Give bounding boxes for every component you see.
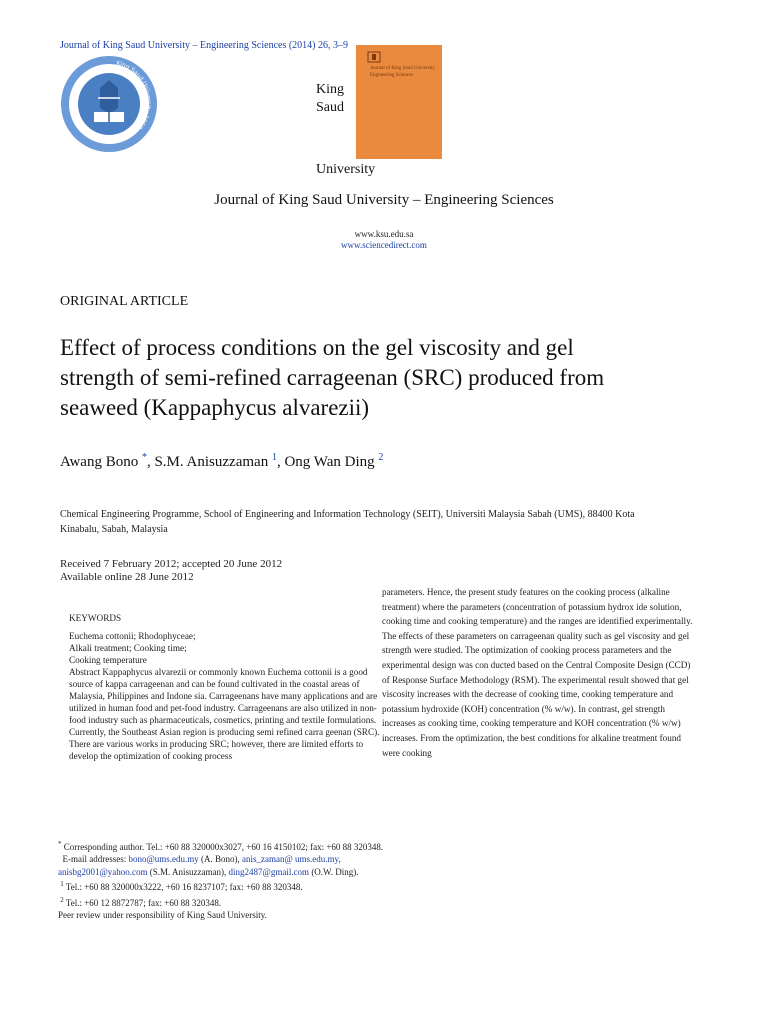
abstract-left-column xyxy=(69,612,381,762)
email-owner: (S.M. Anisuzzaman), xyxy=(149,866,227,877)
available-date: Available online 28 June 2012 xyxy=(60,571,194,583)
king-saud-university-logo xyxy=(58,48,160,160)
journal-title: Journal of King Saud University – Engineering Sciences xyxy=(214,192,554,208)
author-name: S.M. Anisuzzaman xyxy=(154,454,269,470)
email-link[interactable]: ding2487@gmail.com xyxy=(228,866,310,877)
author-name: Ong Wan Ding xyxy=(284,454,375,470)
journal-citation: Journal of King Saud University – Engineering Sciences (2014) 26, 3–9 xyxy=(60,40,349,51)
author-separator: , xyxy=(276,454,285,470)
author-list xyxy=(60,452,383,471)
peer-review-note: Peer review under responsibility of King Saud University. xyxy=(58,910,267,921)
article-dates xyxy=(60,558,282,584)
publisher-word-1: King xyxy=(316,82,344,97)
author-mark[interactable]: 1 xyxy=(271,452,277,463)
author-mark[interactable]: * xyxy=(141,452,147,463)
author-name: Awang Bono xyxy=(60,454,139,470)
corresponding-text: Corresponding author. Tel.: +60 88 320000x3027, +60 16 4150102; fax: +60 88 320348. xyxy=(63,842,384,852)
journal-cover-thumbnail xyxy=(356,45,442,159)
footnote-text: Tel.: +60 12 8872787; fax: +60 88 320348. xyxy=(65,897,222,908)
publisher-word-3: University xyxy=(316,162,376,177)
footnote-2 xyxy=(58,894,388,909)
email-owner: (A. Bono), xyxy=(201,854,240,865)
footnote-mark: 2 xyxy=(60,895,64,904)
affiliation: Chemical Engineering Programme, School of Engineering and Information Technology (SEIT), Universiti Malaysia Sabah (UMS), 88400 Kota Kinabalu, Sabah, Malaysia xyxy=(60,509,635,535)
footnotes xyxy=(58,838,388,921)
abstract-right-column xyxy=(382,585,700,760)
keyword-line: Alkali treatment; Cooking time; xyxy=(69,643,187,653)
author-mark[interactable]: 2 xyxy=(378,452,384,463)
email-link[interactable]: bono@ums.edu.my xyxy=(128,854,199,865)
footnote-mark: 1 xyxy=(60,880,64,889)
publisher-word-2: Saud xyxy=(316,100,344,115)
keyword-line: Cooking temperature xyxy=(69,655,147,665)
footnote-1 xyxy=(58,878,388,893)
author-separator: , xyxy=(146,454,155,470)
abstract-text-right: parameters. Hence, the present study features on the cooking process (alkaline treatment) where the parameters (concentration of potassium hydrox ide solution, cooking time and cooking temperature) and the ranges are identified experimentally. The effects of these parameters on carrageenan quality such as gel viscosity and gel strength were studied. The optimization of cooking process parameters and the experimental design was con ducted based on the Central Composite Design (CCD) of Response Surface Methodology (RSM). The experimental result showed that gel viscosity increases with the decrease of cooking time, cooking temperature and potassium hydroxide (KOH) concentration (% w/w). In contrast, gel strength increases as cooking time, cooking temperature and KOH concentration (% w/w) increases. From the optimization, the best conditions for alkaline treatment found were cooking xyxy=(382,587,693,758)
article-type: ORIGINAL ARTICLE xyxy=(60,294,189,309)
cover-text: Journal of King Saud University Engineering Sciences xyxy=(370,66,435,78)
email-link[interactable]: anisbg2001@yahoo.com xyxy=(58,866,148,877)
cover-emblem-icon xyxy=(366,51,382,63)
email-addresses xyxy=(58,853,388,878)
paper-title: Effect of process conditions on the gel viscosity and gel strength of semi-refined carrageenan (SRC) produced from seaweed (Kappaphycus alvarezii) xyxy=(60,335,605,420)
sciencedirect-link[interactable]: www.sciencedirect.com xyxy=(341,240,427,250)
site-link[interactable]: www.ksu.edu.sa xyxy=(354,229,414,239)
keyword-line: Euchema cottonii; Rhodophyceae; xyxy=(69,631,196,641)
footnote-text: Tel.: +60 88 320000x3222, +60 16 8237107; fax: +60 88 320348. xyxy=(65,882,303,893)
email-separator: , xyxy=(338,854,341,865)
svg-text:King Saud University 1957: King Saud University 1957 xyxy=(115,59,152,131)
abstract-text-left: Abstract Kappaphycus alvarezii or commonly known Euchema cottonii is a good source of kappa carrageenan and can be found cultivated in the coastal areas of Malaysia, Philippines and Indone sia. Carrageenans have many applications and are utilized in human food and pet-food industry. Carrageenans are also utilized in non-food industry such as pharmaceuticals, cosmetics, printing and textile formulations. Currently, the Southeast Asian region is producing semi refined carra geenan (SRC). There are various works in producing SRC; however, there are limited efforts to develop the optimization of cooking process xyxy=(69,667,380,761)
footnote-mark: * xyxy=(58,840,62,848)
corresponding-author-note xyxy=(58,838,388,853)
email-link[interactable]: anis_zaman@ ums.edu.my xyxy=(242,854,339,865)
journal-links xyxy=(0,229,768,251)
email-owner: (O.W. Ding). xyxy=(311,866,359,877)
keywords-heading: KEYWORDS xyxy=(69,613,122,623)
received-date: Received 7 February 2012; accepted 20 June 2012 xyxy=(60,558,283,570)
email-label: E-mail addresses: xyxy=(62,854,127,865)
